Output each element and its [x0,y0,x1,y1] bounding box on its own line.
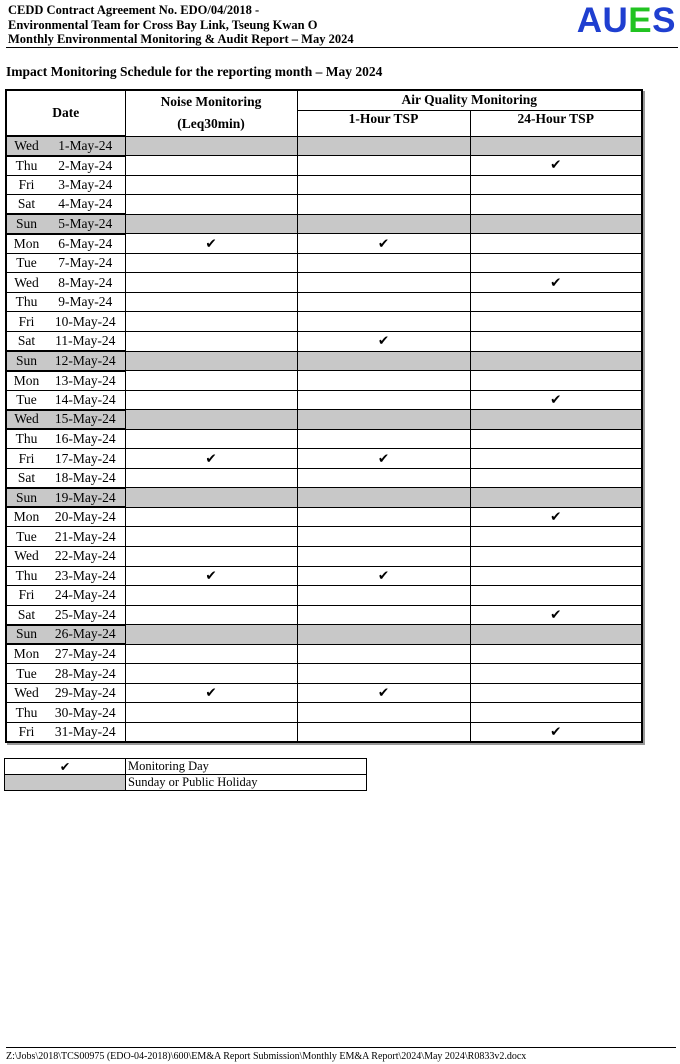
table-row [6,566,642,586]
date-column-header: Date [6,90,125,136]
tsp-24hour-cell [470,586,642,606]
day-cell: Sat [6,195,46,215]
date-cell: 27-May-24 [46,644,125,664]
table-row [6,273,642,293]
day-cell: Sat [6,331,46,351]
day-cell: Tue [6,253,46,273]
table-row [6,253,642,273]
day-cell: Fri [6,175,46,195]
tsp-1hour-cell [297,507,470,527]
day-cell: Sun [6,488,46,508]
noise-cell [125,351,297,371]
tsp-24hour-cell [470,136,642,156]
table-row [6,175,642,195]
table-row [6,683,642,703]
tsp-1hour-cell [297,722,470,742]
noise-cell [125,546,297,566]
check-icon: ✔ [470,722,642,742]
tsp-1hour-cell [297,410,470,430]
check-icon: ✔ [470,605,642,625]
table-row [6,527,642,547]
legend-holiday-label: Sunday or Public Holiday [126,775,367,791]
table-row [6,605,642,625]
table-row [6,195,642,215]
date-cell: 14-May-24 [46,390,125,410]
table-row [6,429,642,449]
table-row [6,136,642,156]
tsp-24hour-cell [470,253,642,273]
noise-cell [125,371,297,391]
table-row [6,351,642,371]
table-row [6,507,642,527]
report-line: Monthly Environmental Monitoring & Audit Report – May 2024 [8,32,354,46]
noise-cell [125,722,297,742]
tsp-1hour-cell [297,371,470,391]
tsp-24hour-cell [470,351,642,371]
tsp-24hour-cell [470,546,642,566]
check-icon: ✔ [297,331,470,351]
table-row [6,156,642,176]
noise-cell [125,312,297,332]
table-row [6,703,642,723]
date-cell: 1-May-24 [46,136,125,156]
tsp-1hour-cell [297,292,470,312]
tsp-1hour-cell [297,195,470,215]
noise-cell [125,507,297,527]
noise-cell [125,390,297,410]
date-cell: 7-May-24 [46,253,125,273]
table-row [6,331,642,351]
day-cell: Sat [6,468,46,488]
day-cell: Mon [6,234,46,254]
table-row [6,722,642,742]
tsp-24hour-cell [470,312,642,332]
tsp-1hour-cell [297,703,470,723]
table-row [6,410,642,430]
date-cell: 30-May-24 [46,703,125,723]
day-cell: Tue [6,664,46,684]
table-row [6,468,642,488]
noise-cell [125,331,297,351]
day-cell: Thu [6,566,46,586]
tsp-24hour-cell [470,195,642,215]
tsp-24hour-cell [470,175,642,195]
check-icon: ✔ [470,273,642,293]
date-cell: 26-May-24 [46,625,125,645]
tsp-1hour-cell [297,605,470,625]
day-cell: Mon [6,507,46,527]
team-line: Environmental Team for Cross Bay Link, Tseung Kwan O [8,17,318,32]
tsp-24hour-cell [470,527,642,547]
section-title: Impact Monitoring Schedule for the reporting month – May 2024 [6,64,383,79]
date-cell: 29-May-24 [46,683,125,703]
date-cell: 12-May-24 [46,351,125,371]
footer-file-path: Z:\Jobs\2018\TCS00975 (EDO-04-2018)\600\EM&A Report Submission\Monthly EM&A Report\2024\May 2024\R0833v2.docx [6,1047,676,1062]
day-cell: Thu [6,156,46,176]
table-row [6,449,642,469]
noise-cell [125,605,297,625]
tsp-24hour-cell [470,644,642,664]
noise-monitoring-header [125,90,297,136]
noise-cell [125,175,297,195]
tsp-1hour-cell [297,546,470,566]
tsp-1hour-cell [297,312,470,332]
noise-cell [125,664,297,684]
day-cell: Fri [6,449,46,469]
tsp-1hour-cell [297,468,470,488]
tsp-1hour-cell [297,586,470,606]
noise-cell [125,156,297,176]
table-row [6,292,642,312]
check-icon: ✔ [125,449,297,469]
noise-cell [125,292,297,312]
noise-cell [125,253,297,273]
legend-check-icon: ✔ [5,759,126,775]
schedule-body [6,136,642,742]
date-cell: 2-May-24 [46,156,125,176]
day-cell: Thu [6,703,46,723]
noise-cell [125,625,297,645]
noise-header-unit: (Leq30min) [177,116,245,132]
table-row [6,390,642,410]
tsp-24hour-cell [470,410,642,430]
date-cell: 28-May-24 [46,664,125,684]
tsp-1hour-cell [297,136,470,156]
date-cell: 3-May-24 [46,175,125,195]
check-icon: ✔ [125,566,297,586]
day-cell: Thu [6,292,46,312]
day-cell: Mon [6,371,46,391]
tsp-24hour-header: 24-Hour TSP [470,110,642,136]
legend-holiday-swatch [5,775,126,791]
day-cell: Tue [6,390,46,410]
table-row [6,625,642,645]
tsp-24hour-cell [470,214,642,234]
tsp-24hour-cell [470,292,642,312]
day-cell: Tue [6,527,46,547]
day-cell: Wed [6,546,46,566]
table-row [6,546,642,566]
day-cell: Fri [6,722,46,742]
noise-cell [125,488,297,508]
monitoring-schedule-table [5,89,643,743]
day-cell: Fri [6,586,46,606]
table-row [6,312,642,332]
tsp-24hour-cell [470,488,642,508]
tsp-1hour-cell [297,156,470,176]
date-cell: 18-May-24 [46,468,125,488]
day-cell: Wed [6,136,46,156]
air-quality-header: Air Quality Monitoring [297,90,642,110]
table-row [6,371,642,391]
tsp-24hour-cell [470,234,642,254]
day-cell: Mon [6,644,46,664]
date-cell: 15-May-24 [46,410,125,430]
date-cell: 10-May-24 [46,312,125,332]
date-cell: 8-May-24 [46,273,125,293]
date-cell: 13-May-24 [46,371,125,391]
date-cell: 23-May-24 [46,566,125,586]
date-cell: 22-May-24 [46,546,125,566]
noise-cell [125,136,297,156]
tsp-24hour-cell [470,371,642,391]
table-row [6,586,642,606]
tsp-24hour-cell [470,664,642,684]
date-cell: 19-May-24 [46,488,125,508]
noise-cell [125,410,297,430]
noise-cell [125,586,297,606]
contract-line: CEDD Contract Agreement No. EDO/04/2018 - [8,3,260,17]
date-cell: 9-May-24 [46,292,125,312]
tsp-1hour-header: 1-Hour TSP [297,110,470,136]
check-icon: ✔ [470,390,642,410]
tsp-1hour-cell [297,253,470,273]
tsp-1hour-cell [297,214,470,234]
day-cell: Thu [6,429,46,449]
tsp-1hour-cell [297,273,470,293]
aues-logo: AUES [576,1,676,40]
tsp-1hour-cell [297,488,470,508]
noise-cell [125,429,297,449]
day-cell: Wed [6,683,46,703]
tsp-24hour-cell [470,703,642,723]
tsp-1hour-cell [297,175,470,195]
day-cell: Sun [6,625,46,645]
day-cell: Wed [6,410,46,430]
day-cell: Wed [6,273,46,293]
check-icon: ✔ [125,683,297,703]
tsp-24hour-cell [470,429,642,449]
noise-header-title: Noise Monitoring [160,94,262,110]
tsp-1hour-cell [297,390,470,410]
noise-cell [125,644,297,664]
check-icon: ✔ [470,156,642,176]
tsp-24hour-cell [470,331,642,351]
date-cell: 20-May-24 [46,507,125,527]
check-icon: ✔ [297,234,470,254]
noise-cell [125,703,297,723]
tsp-1hour-cell [297,351,470,371]
table-row [6,214,642,234]
tsp-24hour-cell [470,683,642,703]
table-row [6,234,642,254]
header-text [8,3,354,47]
table-row [6,644,642,664]
tsp-1hour-cell [297,664,470,684]
day-cell: Fri [6,312,46,332]
tsp-1hour-cell [297,625,470,645]
noise-cell [125,273,297,293]
check-icon: ✔ [125,234,297,254]
tsp-24hour-cell [470,449,642,469]
tsp-24hour-cell [470,566,642,586]
check-icon: ✔ [297,566,470,586]
legend-table [4,758,367,791]
date-cell: 17-May-24 [46,449,125,469]
tsp-1hour-cell [297,429,470,449]
date-cell: 21-May-24 [46,527,125,547]
noise-cell [125,195,297,215]
check-icon: ✔ [297,449,470,469]
date-cell: 31-May-24 [46,722,125,742]
check-icon: ✔ [297,683,470,703]
date-cell: 24-May-24 [46,586,125,606]
tsp-24hour-cell [470,468,642,488]
table-row [6,664,642,684]
day-cell: Sun [6,214,46,234]
noise-cell [125,214,297,234]
date-cell: 16-May-24 [46,429,125,449]
day-cell: Sat [6,605,46,625]
noise-cell [125,527,297,547]
table-row [6,488,642,508]
noise-cell [125,468,297,488]
tsp-1hour-cell [297,527,470,547]
date-cell: 5-May-24 [46,214,125,234]
document-header [6,1,678,48]
legend-monitoring-label: Monitoring Day [126,759,367,775]
check-icon: ✔ [470,507,642,527]
tsp-24hour-cell [470,625,642,645]
date-cell: 4-May-24 [46,195,125,215]
date-cell: 11-May-24 [46,331,125,351]
tsp-1hour-cell [297,644,470,664]
date-cell: 6-May-24 [46,234,125,254]
day-cell: Sun [6,351,46,371]
date-cell: 25-May-24 [46,605,125,625]
